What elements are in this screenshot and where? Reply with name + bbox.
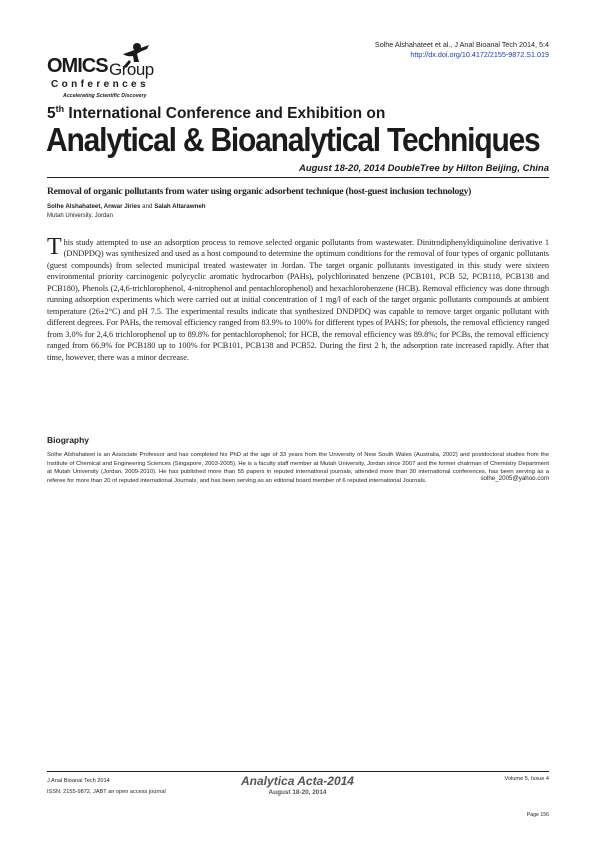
header-divider <box>47 177 549 178</box>
authors-first: Solhe Alshahateet, Anwar Jiries <box>47 203 141 210</box>
conference-name-text: International Conference and Exhibition on <box>64 105 386 123</box>
logo-group: Group <box>109 60 154 79</box>
abstract-text: his study attempted to use an adsorption process to remove selected organic pollutants from wastewater. Dinitrodiphenyldiquinoline derivative 1 (DNDPDQ) was synthesized and used as a host compound to determine the optimum conditions for the removal of four types of organic pollutants (guest compounds) from selected municipal treated wastewater in Jordan. The target organic pollutants investigated in this study were sixteen environmental priority carcinogenic polycyclic aromatic hydrocarbon (PAHs), polychlorinated benzene (PCB101, PCB 52, PCB118, PCB138 and PCB180), Phenols (2,4,6-trichlorophenol, 4-nitrophenol and pentachlorophenol) and hexachlorobenzene (HCB). Removal efficiency was done through running adsorption experiments which were carried out at initial concentration of 1 mg/l of each of the target organic pollutants compounds at ambient temperature (26±2°C) and pH 7.5. The experimental results indicate that synthesized DNDPDQ was capable to remove target organic pollutant with different degrees. For PAHs, the removal efficiency ranged from 83.9% to 100% for different types of PAHS; for phenols, the removal efficiency ranged from 3.0% for 2,4,6 trichlorophenol up to 89.8% for pentachlorophenol; for HCB, the removal efficiency was 89.8%; for PCBs, the removal efficiency ranged from 66.9% for PCB180 up to 100% for PCB101, PCB138 and PCB52. During the first 2 h, the adsorption rate increased rapidly. After that time, however, there was a minor decrease. <box>47 238 549 362</box>
footer-divider <box>47 771 549 772</box>
drop-cap: T <box>47 234 62 260</box>
conference-name <box>47 104 385 123</box>
citation-block <box>375 40 549 60</box>
biography-heading: Biography <box>47 435 90 445</box>
biography-text: Solhe Alshahateet is an Associate Professor and has completed his PhD at the age of 33 years from the University of New South Wales (Australia, 2002) and postdoctoral studies from the Institute of Chemical and Engineering Sciences (Singapore, 2003-2005). He is a faculty staff member at Mutah University, Jordan since 2007 and the former chairman of Chemistry Department at Mutah University (Jordan, 2009-2010). He has published more than 55 papers in reputed international journals, attended more than 30 international conferences, has been serving as a referee for more than 20 of reputed international Journals, and has been serving as an editorial board member of 6 reputed international Journals. <box>47 452 549 485</box>
citation-text: Solhe Alshahateet et al., J Anal Bioanal Tech 2014, 5:4 <box>374 40 549 49</box>
doi-link[interactable]: http://dx.doi.org/10.4172/2155-9872.S1.019 <box>410 50 549 59</box>
footer-journal-year: J Anal Bioanal Tech 2014 <box>47 778 110 784</box>
footer-issn: ISSN: 2155-9872, JABT an open access journal <box>47 788 166 795</box>
logo-tagline: Accelerating Scientific Discovery <box>63 93 147 99</box>
author-list <box>47 203 206 210</box>
page-number: Page 156 <box>526 812 549 818</box>
conference-title: Analytical & Bioanalytical Techniques <box>46 122 540 159</box>
conference-date-venue: August 18-20, 2014 DoubleTree by Hilton Beijing, China <box>298 163 549 174</box>
omics-group-logo <box>47 42 157 106</box>
author-email[interactable]: solhe_2005@yahoo.com <box>480 475 549 482</box>
footer-volume: Volume 5, Issue 4 <box>504 776 549 782</box>
authors-last: Salah Altarawneh <box>154 203 206 210</box>
logo-conferences: Conferences <box>51 79 149 90</box>
footer-journal-name: Analytica Acta-2014 <box>241 774 354 788</box>
logo-omics: OMICS <box>47 55 108 77</box>
authors-and: and <box>140 203 155 210</box>
abstract <box>47 234 549 363</box>
affiliation: Mutah University, Jordan <box>47 213 113 219</box>
article-title: Removal of organic pollutants from water using organic adsorbent technique (host-guest inclusion technology) <box>47 186 472 197</box>
conference-ordinal-suffix: th <box>55 104 65 114</box>
conference-ordinal: 5 <box>47 105 56 123</box>
footer-date: August 18-20, 2014 <box>268 789 327 796</box>
